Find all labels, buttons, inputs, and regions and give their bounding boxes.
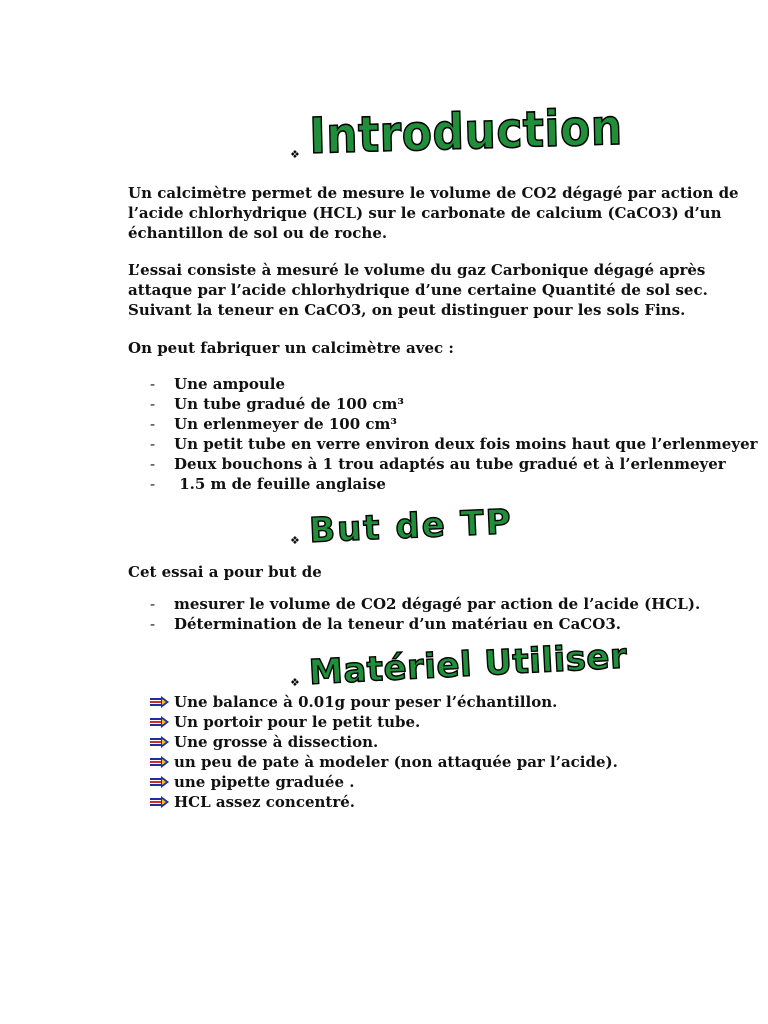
heading-materiel-utiliser [290,636,629,693]
intro-paragraph-3: On peut fabriquer un calcimètre avec : [128,339,454,357]
dash-bullet: - [150,455,156,473]
list-item-text: un peu de pate à modeler (non attaquée par l’acide). [174,753,618,771]
list-item [150,374,758,394]
list-item [150,474,758,494]
section-title-but: But de TP [308,502,514,551]
equipment-list [150,692,618,812]
list-item-text: mesurer le volume de CO2 dégagé par action de l’acide (HCL). [174,595,701,613]
diamond-bullet-icon: ❖ [290,676,300,689]
list-item [150,772,618,792]
list-item-text: 1.5 m de feuille anglaise [174,475,386,493]
list-item-text: Une grosse à dissection. [174,733,379,751]
list-item [150,712,618,732]
dash-bullet: - [150,435,156,453]
list-item [150,792,618,812]
arrow-bullet-icon [150,775,172,789]
list-item-text: Une balance à 0.01g pour peser l’échantillon. [174,693,558,711]
list-item [150,394,758,414]
list-item-text: Deux bouchons à 1 trou adaptés au tube gradué et à l’erlenmeyer [174,455,726,473]
arrow-bullet-icon [150,695,172,709]
dash-bullet: - [150,615,156,633]
heading-introduction [290,99,624,166]
intro-paragraph-2: L’essai consiste à mesuré le volume du gaz Carbonique dégagé après attaque par l’acide chlorhydrique d’une certaine Quantité de sol sec. Suivant la teneur en CaCO3, on peut distinguer pour les sols Fins. [128,261,708,319]
list-item-text: HCL assez concentré. [174,793,355,811]
list-item [150,594,700,614]
list-item-text: Détermination de la teneur d’un matériau en CaCO3. [174,615,621,633]
but-intro: Cet essai a pour but de [128,563,322,581]
list-item [150,454,758,474]
list-item-text: une pipette graduée . [174,773,355,791]
list-item-text: Un tube gradué de 100 cm³ [174,395,404,413]
list-item-text: Un erlenmeyer de 100 cm³ [174,415,397,433]
dash-bullet: - [150,395,156,413]
goals-list [150,594,700,634]
intro-paragraph-1: Un calcimètre permet de mesure le volume de CO2 dégagé par action de l’acide chlorhydrique (HCL) sur le carbonate de calcium (CaCO3) d’un échantillon de sol ou de roche. [128,184,739,242]
arrow-bullet-icon [150,755,172,769]
list-item [150,434,758,454]
section-title-introduction: Introduction [308,99,624,166]
list-item [150,732,618,752]
dash-bullet: - [150,415,156,433]
diamond-bullet-icon: ❖ [290,148,300,161]
list-item [150,692,618,712]
calcimeter-parts-list [150,374,758,494]
list-item [150,414,758,434]
heading-but-de-tp [290,502,514,551]
list-item-text: Un portoir pour le petit tube. [174,713,421,731]
dash-bullet: - [150,595,156,613]
list-item-text: Une ampoule [174,375,285,393]
diamond-bullet-icon: ❖ [290,534,300,547]
list-item [150,614,700,634]
arrow-bullet-icon [150,715,172,729]
arrow-bullet-icon [150,795,172,809]
arrow-bullet-icon [150,735,172,749]
list-item [150,752,618,772]
dash-bullet: - [150,475,156,493]
list-item-text: Un petit tube en verre environ deux fois moins haut que l’erlenmeyer [174,435,758,453]
section-title-materiel: Matériel Utiliser [307,636,629,693]
dash-bullet: - [150,375,156,393]
